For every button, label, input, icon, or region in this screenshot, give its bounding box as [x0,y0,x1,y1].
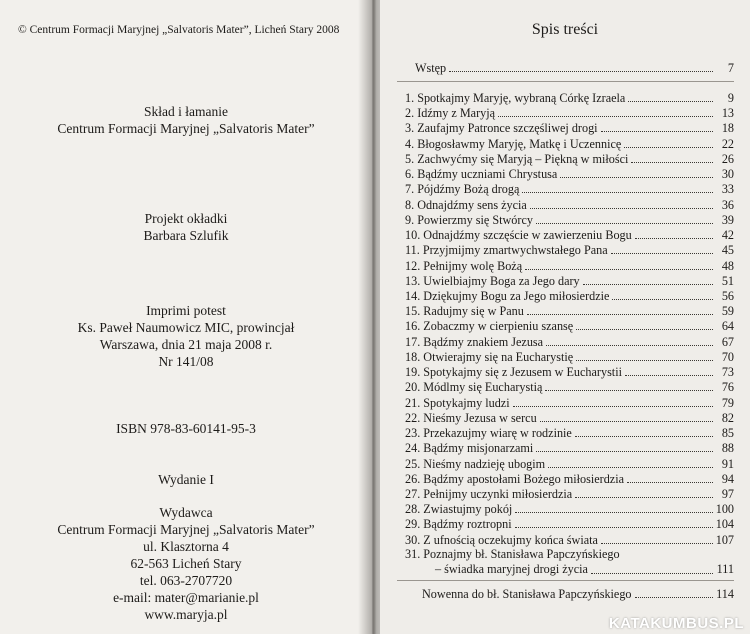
toc-item-31-subtitle [435,561,734,577]
toc-item [405,104,734,120]
toc-item-page: 64 [721,319,734,334]
toc-item-label: 20. Módlmy się Eucharystią [405,380,543,395]
leader-dots [601,130,713,132]
toc-item [405,241,734,257]
toc-item [405,150,734,166]
toc-item-page: 56 [721,288,734,303]
leader-dots [575,496,713,498]
toc-item-label: 29. Bądźmy roztropni [405,517,512,532]
toc-title: Spis treści [531,21,599,38]
imprimi-heading: Imprimi potest [146,303,226,318]
toc-item [405,470,734,486]
toc-item-label: 17. Bądźmy znakiem Jezusa [405,334,544,349]
leader-dots [513,405,713,407]
toc-item [405,485,734,501]
toc-item-label: 28. Zwiastujmy pokój [405,502,513,517]
toc-item-label: 22. Nieśmy Jezusa w sercu [405,410,537,425]
toc-item-label: 12. Pełnijmy wolę Bożą [405,258,523,273]
toc-item-label: 15. Radujmy się w Panu [405,304,524,319]
leader-dots [536,450,713,452]
toc-item-page: 67 [721,334,734,349]
toc-item-page: 7 [727,61,734,75]
imprimi-number: Nr 141/08 [158,354,214,369]
leader-dots [530,207,713,209]
toc-item-label: 25. Nieśmy nadzieję ubogim [405,456,546,471]
isbn-block [0,420,372,437]
toc-item-page: 9 [727,91,734,105]
cover-author: Barbara Szlufik [143,228,229,243]
toc-item-label: 7. Pójdźmy Bożą drogą [405,182,520,197]
leader-dots [576,328,713,330]
leader-dots [515,526,713,528]
toc-item-label: 30. Z ufnością oczekujmy końca świata [405,532,598,547]
typesetting-heading: Skład i łamanie [144,104,228,119]
toc-item-page: 94 [721,471,734,486]
publisher-phone: tel. 063-2707720 [139,573,233,588]
toc-item-page: 82 [721,410,734,425]
leader-dots [601,542,713,544]
leader-dots [611,252,713,254]
toc-item-label: 27. Pełnijmy uczynki miłosierdzia [405,486,573,501]
left-page [0,0,372,634]
cover-heading: Projekt okładki [144,211,228,226]
imprimi-date: Warszawa, dnia 21 maja 2008 r. [99,337,273,352]
toc-item-page: 13 [721,106,734,121]
toc-item-label: Wstęp [415,61,447,75]
leader-dots [525,268,713,270]
leader-dots [635,237,713,239]
toc-item-page: 42 [721,228,734,243]
leader-dots [625,374,713,376]
toc-item-label: 10. Odnajdźmy szczęście w zawierzeniu Bogu [405,228,632,243]
toc-item-label: 6. Bądźmy uczniami Chrystusa [405,167,558,182]
toc-item-page: 114 [716,587,734,601]
toc-item-intro [405,59,734,75]
toc-item-page: 100 [715,502,734,517]
publisher-street: ul. Klasztorna 4 [143,539,229,554]
toc-item-page: 59 [721,304,734,319]
typesetting-name: Centrum Formacji Maryjnej „Salvatoris Mater” [57,121,315,136]
leader-dots [635,596,713,598]
toc-item [405,257,734,273]
toc-item [405,165,734,181]
toc-item-page: 79 [721,395,734,410]
toc-item-label: 21. Spotykajmy ludzi [405,395,510,410]
toc-item-page: 104 [715,517,734,532]
publisher-email: e-mail: mater@marianie.pl [113,590,259,605]
toc-item-page: 70 [721,349,734,364]
leader-dots [627,481,713,483]
toc-item [405,363,734,379]
leader-dots [575,435,713,437]
toc-item-label: 24. Bądźmy misjonarzami [405,441,534,456]
leader-dots [527,313,713,315]
toc-item-label: 2. Idźmy z Maryją [405,106,496,121]
leader-dots [560,176,713,178]
toc-item-sublabel: – świadka maryjnej drogi życia [435,562,588,576]
toc-item-label: 31. Poznajmy bł. Stanisława Papczyńskiego [405,547,620,561]
toc-item-label: Nowenna do bł. Stanisława Papczyńskiego [422,587,632,601]
leader-dots [631,161,713,163]
toc-item [405,302,734,318]
toc-item-page: 36 [721,197,734,212]
toc-item-label: 5. Zachwyćmy się Maryją – Piękną w miłości [405,151,629,166]
toc-item [405,226,734,242]
toc-item [405,424,734,440]
publisher-website: www.maryja.pl [144,607,228,622]
toc-item-page: 39 [721,212,734,227]
publisher-city: 62-563 Licheń Stary [130,556,242,571]
toc-item-novena [422,585,734,601]
toc-item-page: 73 [721,365,734,380]
toc-item-label: 1. Spotkajmy Maryję, wybraną Córkę Izraela [405,91,626,105]
toc-item-page: 30 [721,167,734,182]
toc-item-page: 76 [721,380,734,395]
leader-dots [449,70,713,72]
edition: Wydanie I [158,472,214,487]
toc-item [405,439,734,455]
watermark-text: KATAKUMBUS.PL [608,615,744,632]
leader-dots [591,572,713,574]
toc-item-label: 9. Powierzmy się Stwórcy [405,212,533,227]
toc-item [405,394,734,410]
toc-item-page: 107 [715,532,734,547]
leader-dots [545,389,713,391]
toc-item-label: 11. Przyjmijmy zmartwychwstałego Pana [405,243,608,258]
toc-item-page: 88 [721,441,734,456]
leader-dots [515,511,712,513]
leader-dots [576,359,713,361]
toc-item-label: 14. Dziękujmy Bogu za Jego miłosierdzie [405,288,610,303]
leader-dots [546,344,713,346]
imprimi-block [0,302,372,370]
toc-item [405,180,734,196]
toc-item [405,317,734,333]
toc-item-page: 33 [721,182,734,197]
publisher-name: Centrum Formacji Maryjnej „Salvatoris Mater” [57,522,315,537]
toc-item [405,211,734,227]
leader-dots [612,298,713,300]
toc-item-label: 8. Odnajdźmy sens życia [405,197,527,212]
toc-item [405,135,734,151]
leader-dots [536,222,713,224]
toc-item [405,378,734,394]
toc-item [405,272,734,288]
toc-item-page: 22 [721,136,734,151]
toc-item-31 [405,545,734,561]
isbn: ISBN 978-83-60141-95-3 [116,421,256,436]
leader-dots [540,420,713,422]
toc-item-page: 85 [721,426,734,441]
leader-dots [498,115,713,117]
leader-dots [583,283,713,285]
toc-item [405,409,734,425]
typesetting-block [0,103,372,137]
leader-dots [522,191,713,193]
leader-dots [628,100,713,102]
toc-item-label: 3. Zaufajmy Patronce szczęśliwej drogi [405,121,598,136]
toc-item-page: 51 [721,273,734,288]
leader-dots [548,466,713,468]
toc-item-page: 48 [721,258,734,273]
copyright-line: © Centrum Formacji Maryjnej „Salvatoris Mater”, Licheń Stary 2008 [18,24,340,36]
toc-item [405,89,734,105]
divider [397,580,734,581]
toc-item [405,196,734,212]
toc-item-page: 26 [721,151,734,166]
toc-item [405,515,734,531]
right-page [380,0,750,634]
toc-item-label: 4. Błogosławmy Maryję, Matkę i Uczennicę [405,136,622,151]
publisher-heading: Wydawca [159,505,213,520]
divider [397,81,734,82]
toc-item-label: 26. Bądźmy apostołami Bożego miłosierdzia [405,471,624,486]
toc-item-page: 18 [721,121,734,136]
toc-item [405,333,734,349]
toc-item-page: 91 [721,456,734,471]
toc-item-page: 45 [721,243,734,258]
imprimi-provincial: Ks. Paweł Naumowicz MIC, prowincjał [77,320,295,335]
edition-block [0,471,372,488]
toc-item-label: 16. Zobaczmy w cierpieniu szansę [405,319,574,334]
toc-item-label: 18. Otwierajmy się na Eucharystię [405,349,574,364]
toc-item [405,500,734,516]
cover-design-block [0,210,372,244]
toc-item-page: 111 [716,562,734,576]
toc-item-label: 13. Uwielbiajmy Boga za Jego dary [405,273,580,288]
toc-item [405,119,734,135]
toc-item [405,348,734,364]
toc-item [405,455,734,471]
toc-item-label: 23. Przekazujmy wiarę w rodzinie [405,426,572,441]
toc-item-label: 19. Spotykajmy się z Jezusem w Eucharystii [405,365,622,380]
publisher-block [0,504,372,623]
toc-item [405,287,734,303]
leader-dots [624,146,713,148]
toc-item-page: 97 [721,486,734,501]
